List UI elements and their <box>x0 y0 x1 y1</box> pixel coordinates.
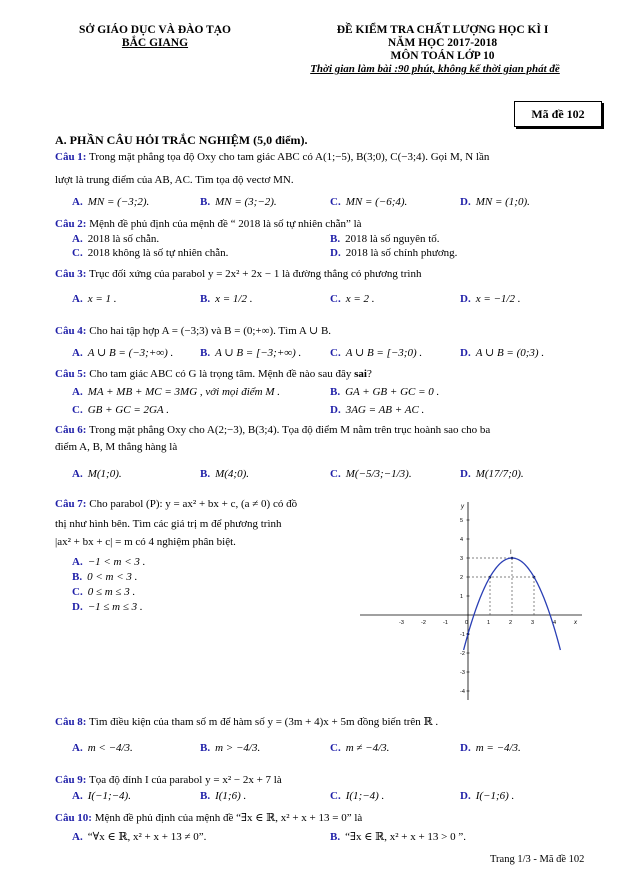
y-axis-label: y <box>461 504 464 510</box>
q2-option-c[interactable]: C. 2018 không là số tự nhiên chẵn. <box>72 247 229 259</box>
q7-text2: thị như hình bên. Tìm các giá trị m để phương trình <box>55 518 282 530</box>
question-1 <box>55 151 489 163</box>
q9-option-b[interactable]: B. I(1;6) . <box>200 790 247 802</box>
q2-option-d[interactable]: D. 2018 là số chính phương. <box>330 247 458 259</box>
question-8 <box>55 715 438 728</box>
question-3 <box>55 268 421 280</box>
y-tick-label: -4 <box>460 689 465 695</box>
q9-option-c[interactable]: C. I(1;−4) . <box>330 790 385 802</box>
y-tick-label: -3 <box>460 670 465 676</box>
y-tick-label: -2 <box>460 651 465 657</box>
subject: MÔN TOÁN LỚP 10 <box>390 50 495 62</box>
q5-option-c[interactable]: C. GB + GC = 2GA . <box>72 404 169 416</box>
q4-option-d[interactable]: D. A ∪ B = (0;3) . <box>460 347 545 359</box>
x-tick-label: -3 <box>399 620 404 626</box>
q7-text3: |ax² + bx + c| = m có 4 nghiệm phân biệt. <box>55 536 236 548</box>
y-tick-label: 2 <box>460 575 464 581</box>
q4-label: Câu 4: <box>55 325 87 337</box>
question-4 <box>55 324 331 337</box>
q8-option-a[interactable]: A. m < −4/3. <box>72 742 133 754</box>
q7-option-c[interactable]: C. 0 ≤ m ≤ 3 . <box>72 586 136 598</box>
q3-option-a[interactable]: A. x = 1 . <box>72 293 117 305</box>
q2-text: Mệnh đề phủ định của mệnh đề “ 2018 là số tự nhiên chẵn” là <box>89 218 362 230</box>
q8-option-c[interactable]: C. m ≠ −4/3. <box>330 742 390 754</box>
q8-text: Tìm điều kiện của tham số m để hàm số y = (3m + 4)x + 5m đồng biến trên ℝ . <box>89 716 439 728</box>
q6-option-a[interactable]: A. M(1;0). <box>72 468 122 480</box>
q7-option-b[interactable]: B. 0 < m < 3 . <box>72 571 138 583</box>
time-note: Thời gian làm bài :90 phút, không kể thời gian phát đề <box>310 63 560 75</box>
q4-option-b[interactable]: B. A ∪ B = [−3;+∞) . <box>200 347 302 359</box>
x-axis-label: x <box>574 620 577 626</box>
q9-text: Tọa độ đỉnh I của parabol y = x² − 2x + 7 là <box>89 774 282 786</box>
q7-option-d[interactable]: D. −1 ≤ m ≤ 3 . <box>72 601 143 613</box>
q5-text-bold: sai <box>354 368 367 380</box>
q4-option-c[interactable]: C. A ∪ B = [−3;0) . <box>330 347 423 359</box>
q7-text: Cho parabol (P): y = ax² + bx + c, (a ≠ 0) có đồ <box>89 498 298 510</box>
q2-label: Câu 2: <box>55 218 87 230</box>
x-tick-label: -2 <box>421 620 426 626</box>
q1-option-c[interactable]: C. MN = (−6;4). <box>330 196 408 208</box>
q6-text: Trong mặt phẳng Oxy cho A(2;−3), B(3;4). Tọa độ điểm M nằm trên trục hoành sao cho ba <box>89 424 491 436</box>
y-tick-label: -1 <box>460 632 465 638</box>
q1-text2: lượt là trung điểm của AB, AC. Tìm tọa độ vectơ MN. <box>55 174 294 186</box>
q5-option-d[interactable]: D. 3AG = AB + AC . <box>330 404 425 416</box>
q3-text: Trục đối xứng của parabol y = 2x² + 2x − 1 là đường thẳng có phương trình <box>89 268 422 280</box>
q9-option-d[interactable]: D. I(−1;6) . <box>460 790 515 802</box>
q6-option-b[interactable]: B. M(4;0). <box>200 468 249 480</box>
x-tick-label: 1 <box>487 620 491 626</box>
q2-option-b[interactable]: B. 2018 là số nguyên tố. <box>330 233 440 245</box>
parabola-graph <box>360 500 590 705</box>
q3-option-c[interactable]: C. x = 2 . <box>330 293 375 305</box>
x-tick-label: 3 <box>531 620 535 626</box>
q8-option-d[interactable]: D. m = −4/3. <box>460 742 521 754</box>
q10-option-a[interactable]: A. “∀x ∈ ℝ, x² + x + 13 ≠ 0”. <box>72 831 207 843</box>
question-2 <box>55 218 362 230</box>
y-tick-label: 3 <box>460 556 464 562</box>
x-tick-label: 2 <box>509 620 513 626</box>
q4-option-a[interactable]: A. A ∪ B = (−3;+∞) . <box>72 347 174 359</box>
y-tick-label: 1 <box>460 594 464 600</box>
exam-title: ĐỀ KIỂM TRA CHẤT LƯỢNG HỌC KÌ I <box>336 24 549 36</box>
q1-text: Trong mặt phẳng tọa độ Oxy cho tam giác ABC có A(1;−5), B(3;0), C(−3;4). Gọi M, N lần <box>89 151 490 163</box>
q5-option-b[interactable]: B. GA + GB + GC = 0 . <box>330 386 440 398</box>
q5-text: Cho tam giác ABC có G là trọng tâm. Mệnh đề nào sau đây <box>89 368 352 380</box>
q5-label: Câu 5: <box>55 368 87 380</box>
q3-label: Câu 3: <box>55 268 87 280</box>
q6-option-d[interactable]: D. M(17/7;0). <box>460 468 524 480</box>
y-tick-label: 4 <box>460 537 464 543</box>
q5-option-a[interactable]: A. MA + MB + MC = 3MG , với mọi điểm M . <box>72 386 280 398</box>
q10-text: Mệnh đề phủ định của mệnh đề “∃x ∈ ℝ, x² + x + 13 = 0” là <box>94 812 363 824</box>
q8-label: Câu 8: <box>55 716 87 728</box>
y-tick-label: 5 <box>460 518 464 524</box>
q7-option-a[interactable]: A. −1 < m < 3 . <box>72 556 146 568</box>
q2-option-a[interactable]: A. 2018 là số chẵn. <box>72 233 160 245</box>
q8-option-b[interactable]: B. m > −4/3. <box>200 742 261 754</box>
vertex-label: I <box>510 550 512 556</box>
section-title: A. PHẦN CÂU HỎI TRẮC NGHIỆM (5,0 điểm). <box>55 133 308 147</box>
q6-text2: điểm A, B, M thẳng hàng là <box>55 441 178 453</box>
page-footer: Trang 1/3 - Mã đề 102 <box>490 854 585 865</box>
q1-option-a[interactable]: A. MN = (−3;2). <box>72 196 150 208</box>
x-tick-label: 0 <box>465 620 469 626</box>
school-dept: SỞ GIÁO DỤC VÀ ĐÀO TẠO <box>79 24 231 36</box>
q9-label: Câu 9: <box>55 774 87 786</box>
q10-label: Câu 10: <box>55 812 92 824</box>
q6-label: Câu 6: <box>55 424 87 436</box>
q1-option-b[interactable]: B. MN = (3;−2). <box>200 196 277 208</box>
exam-code-box: Mã đề 102 <box>514 101 602 127</box>
q7-label: Câu 7: <box>55 498 87 510</box>
question-6 <box>55 424 490 436</box>
q4-text: Cho hai tập hợp A = (−3;3) và B = (0;+∞). Tìm A ∪ B. <box>89 325 332 337</box>
q1-option-d[interactable]: D. MN = (1;0). <box>460 196 530 208</box>
q1-label: Câu 1: <box>55 151 87 163</box>
q3-option-d[interactable]: D. x = −1/2 . <box>460 293 521 305</box>
q6-option-c[interactable]: C. M(−5/3;−1/3). <box>330 468 412 480</box>
question-5: Câu 5: Cho tam giác ABC có G là trọng tâm. Mệnh đề nào sau đây sai? <box>55 368 372 380</box>
q9-option-a[interactable]: A. I(−1;−4). <box>72 790 131 802</box>
q10-option-b[interactable]: B. “∃x ∈ ℝ, x² + x + 13 > 0 ”. <box>330 831 467 843</box>
school-name: BẮC GIANG <box>121 37 189 49</box>
q3-option-b[interactable]: B. x = 1/2 . <box>200 293 253 305</box>
question-10 <box>55 811 362 824</box>
x-tick-label: 4 <box>553 620 557 626</box>
x-tick-label: -1 <box>443 620 448 626</box>
question-7 <box>55 498 297 510</box>
question-9 <box>55 774 282 786</box>
school-year: NĂM HỌC 2017-2018 <box>387 37 498 49</box>
